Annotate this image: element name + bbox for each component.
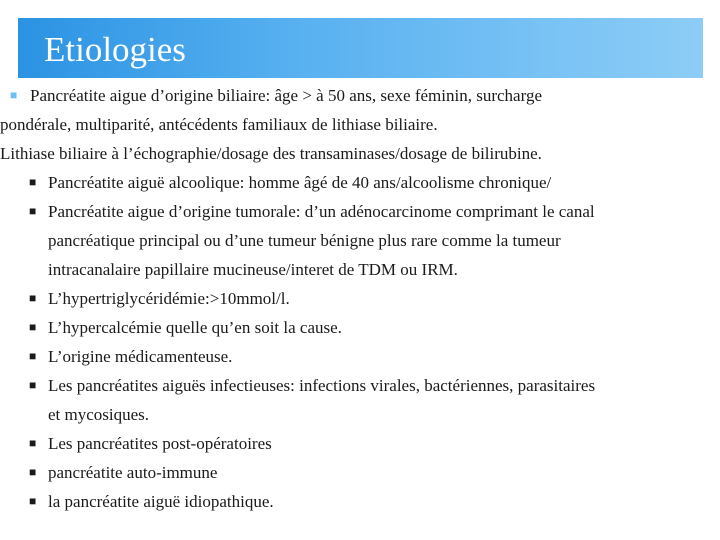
bullet-text: intracanalaire papillaire mucineuse/interet de TDM ou IRM. — [48, 260, 458, 279]
bullet-item — [0, 284, 712, 313]
bullet-text: pancréatique principal ou d’une tumeur bénigne plus rare comme la tumeur — [48, 231, 561, 250]
bullet-text: Pancréatite aigue d’origine tumorale: d’un adénocarcinome comprimant le canal — [48, 202, 595, 221]
bullet-continuation — [0, 400, 712, 429]
bullet-text: Pancréatite aigue d’origine biliaire: âge > à 50 ans, sexe féminin, surcharge — [30, 86, 542, 105]
bullet-item — [0, 429, 712, 458]
bullet-item — [0, 458, 712, 487]
square-bullet-icon: ■ — [29, 291, 37, 305]
square-bullet-icon: ■ — [29, 494, 37, 508]
bullet-text: pancréatite auto-immune — [48, 463, 218, 482]
square-bullet-icon: ■ — [10, 88, 18, 102]
bullet-text: L’hypertriglycéridémie:>10mmol/l. — [48, 289, 290, 308]
bullet-text: Lithiase biliaire à l’échographie/dosage des transaminases/dosage de bilirubine. — [0, 144, 542, 163]
bullet-item — [0, 342, 712, 371]
bullet-text: la pancréatite aiguë idiopathique. — [48, 492, 274, 511]
square-bullet-icon: ■ — [29, 320, 37, 334]
bullet-text: et mycosiques. — [48, 405, 150, 424]
bullet-text: Pancréatite aiguë alcoolique: homme âgé de 40 ans/alcoolisme chronique/ — [48, 173, 552, 192]
slide-body — [0, 81, 712, 516]
bullet-item — [0, 81, 712, 110]
square-bullet-icon: ■ — [29, 349, 37, 363]
bullet-text: pondérale, multiparité, antécédents familiaux de lithiase biliaire. — [0, 115, 438, 134]
bullet-continuation — [0, 110, 712, 139]
bullet-item — [0, 197, 712, 226]
bullet-item — [0, 313, 712, 342]
title-banner — [18, 18, 703, 78]
bullet-text: Les pancréatites aiguës infectieuses: infections virales, bactériennes, parasitaires — [48, 376, 596, 395]
bullet-text: L’hypercalcémie quelle qu’en soit la cause. — [48, 318, 342, 337]
square-bullet-icon: ■ — [29, 175, 37, 189]
bullet-item — [0, 371, 712, 400]
slide-title: Etiologies — [44, 30, 186, 69]
square-bullet-icon: ■ — [29, 465, 37, 479]
bullet-item — [0, 487, 712, 516]
bullet-text: L’origine médicamenteuse. — [48, 347, 233, 366]
square-bullet-icon: ■ — [29, 378, 37, 392]
bullet-continuation — [0, 226, 712, 255]
text-line — [0, 139, 712, 168]
bullet-text: Les pancréatites post-opératoires — [48, 434, 272, 453]
bullet-continuation — [0, 255, 712, 284]
square-bullet-icon: ■ — [29, 204, 37, 218]
square-bullet-icon: ■ — [29, 436, 37, 450]
bullet-item — [0, 168, 712, 197]
